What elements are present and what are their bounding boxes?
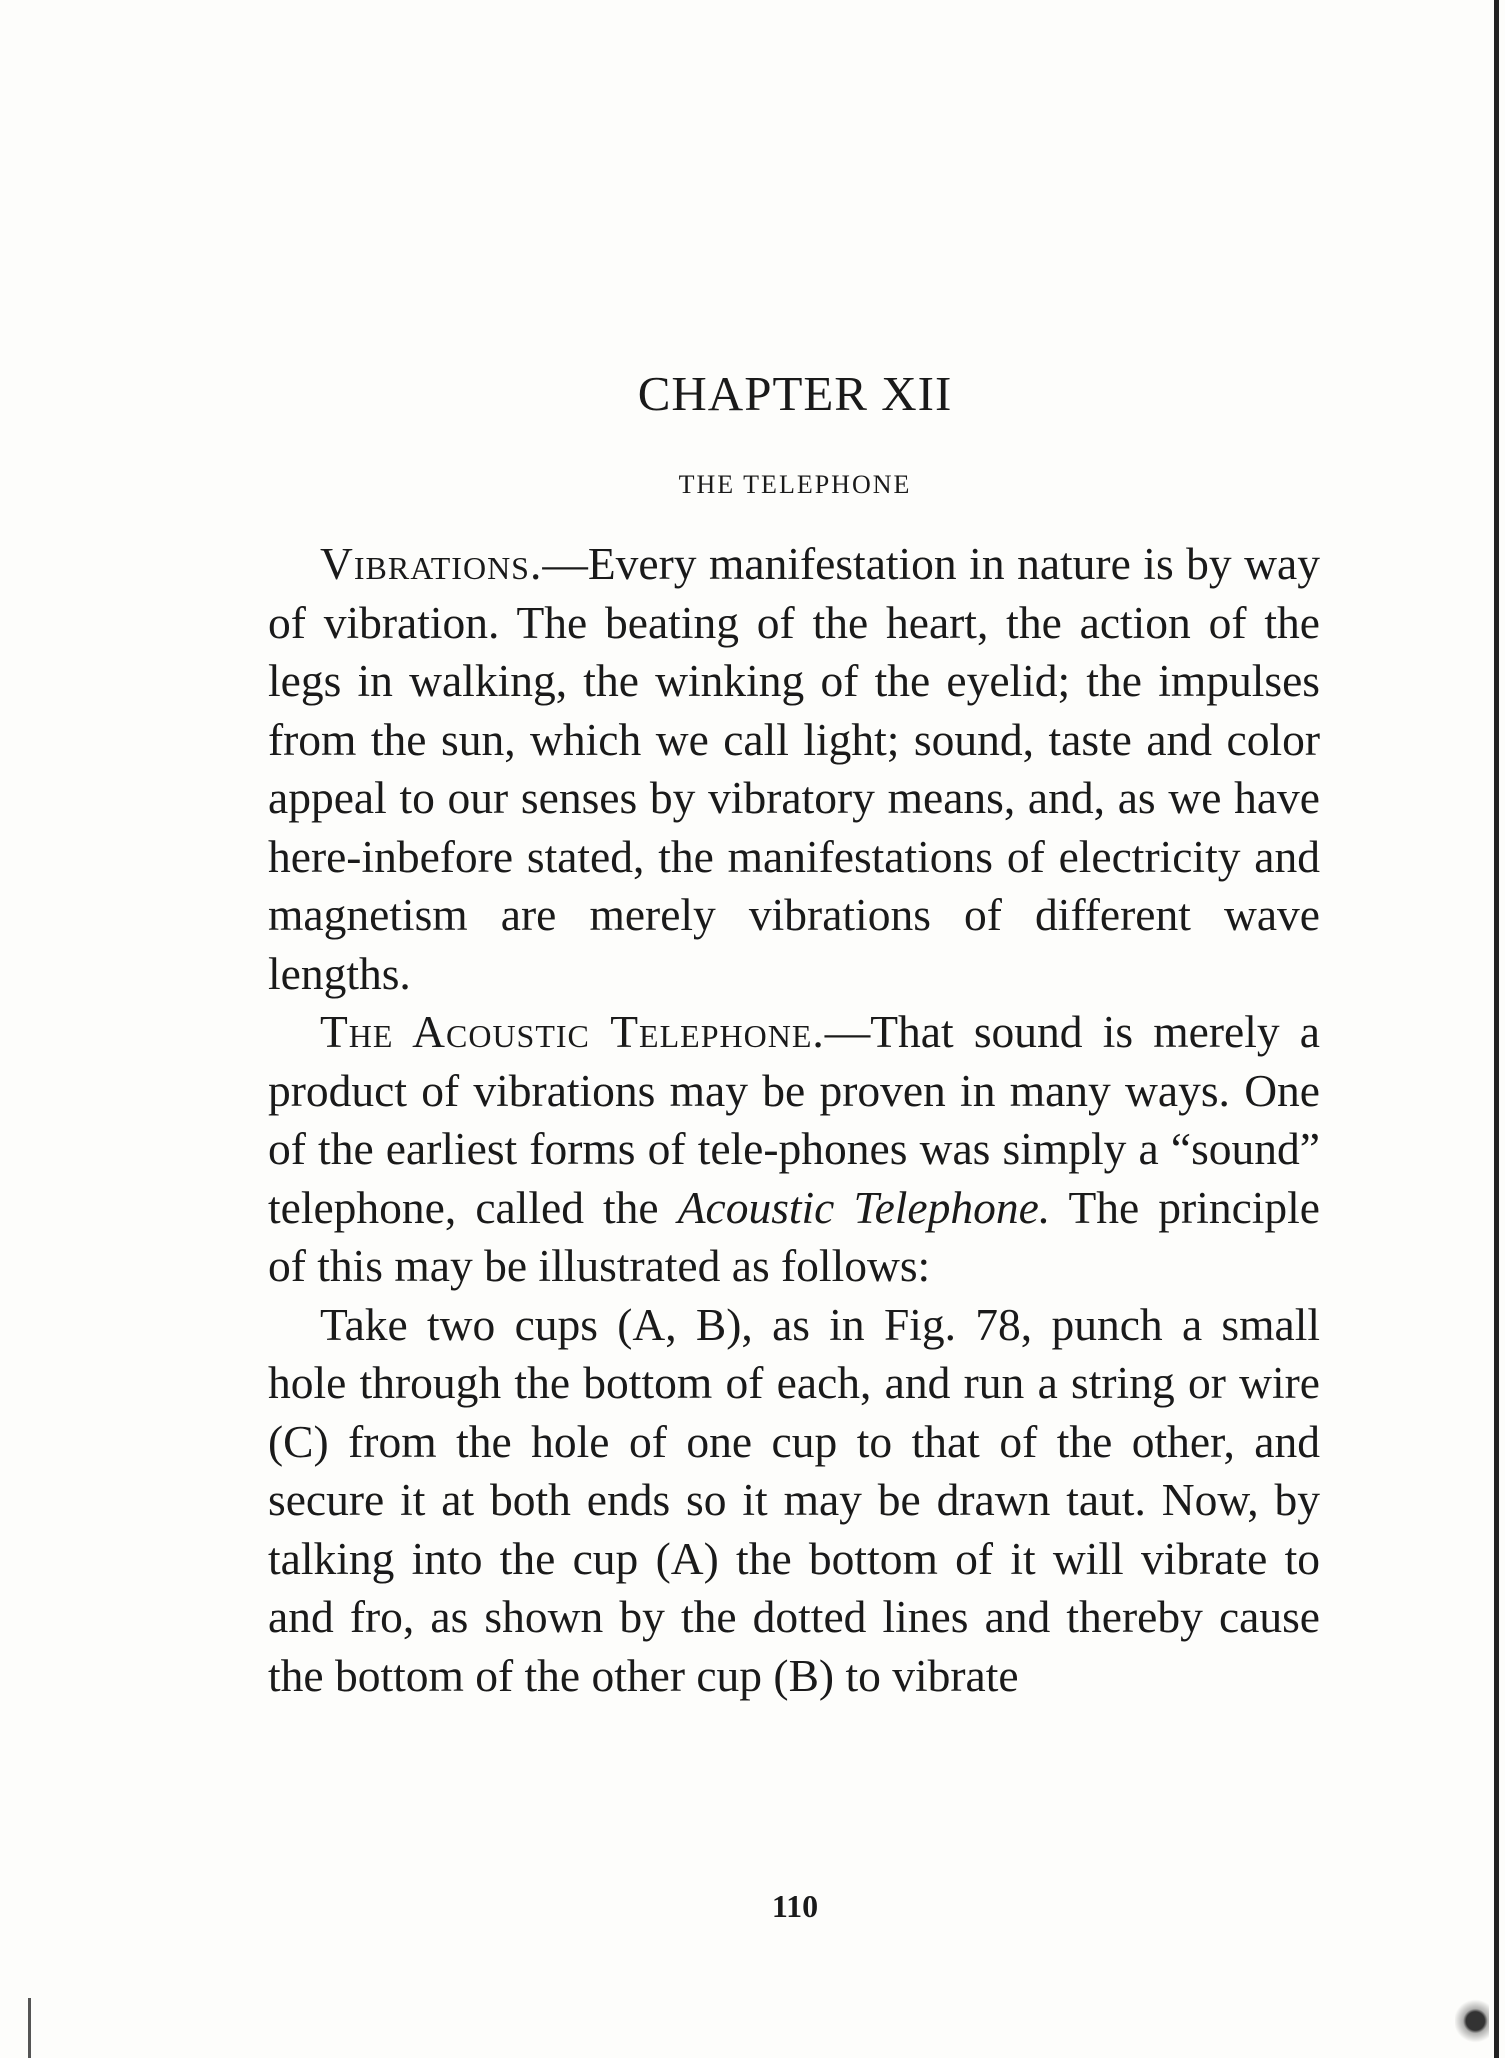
scan-margin-mark <box>28 1998 31 2058</box>
page-edge-line <box>1494 0 1499 2058</box>
paragraph-lead: Vibrations. <box>320 538 543 589</box>
paragraph-vibrations <box>268 535 1320 1003</box>
chapter-subtitle: THE TELEPHONE <box>678 470 912 499</box>
paragraph-text: Take two cups (A, B), as in Fig. 78, punch a small hole through the bottom of each, and run a string or wire (C) from the hole of one cup to that of the other, and secure it at both ends so it may be drawn taut. Now, by talking into the cup (A) the bottom of it will vibrate to and fro, as shown by the dotted lines and thereby cause the bottom of the other cup (B) to vibrate <box>268 1298 1320 1701</box>
paragraph-lead: The Acoustic Telephone. <box>320 1006 825 1057</box>
page-number: 110 <box>771 1888 819 1924</box>
paragraph-acoustic-telephone <box>268 1003 1320 1296</box>
paragraph-text: The principle of this may be illustrated as follows: <box>268 1181 1321 1291</box>
paragraph-two-cups <box>268 1296 1320 1706</box>
scan-speck <box>1455 1998 1489 2044</box>
paragraph-text: —Every manifestation in nature is by way of vibration. The beating of the heart, the action of the legs in walking, the winking of the eyelid; the impulses from the sun, which we call light; sound, taste and color appeal to our senses by vibratory means, and, as we have here-inbefore stated, the manifestations of electricity and magnetism are merely vibrations of different wave lengths. <box>268 538 1320 999</box>
paragraph-italic-term: Acoustic Telephone. <box>677 1181 1051 1233</box>
chapter-title: CHAPTER XII <box>637 366 953 421</box>
paragraph-text: —That sound is merely a product of vibrations may be proven in many ways. One of the earliest forms of tele-phones was simply a “sound” telephone, called the <box>268 1006 1320 1233</box>
body-text <box>268 535 1320 1705</box>
